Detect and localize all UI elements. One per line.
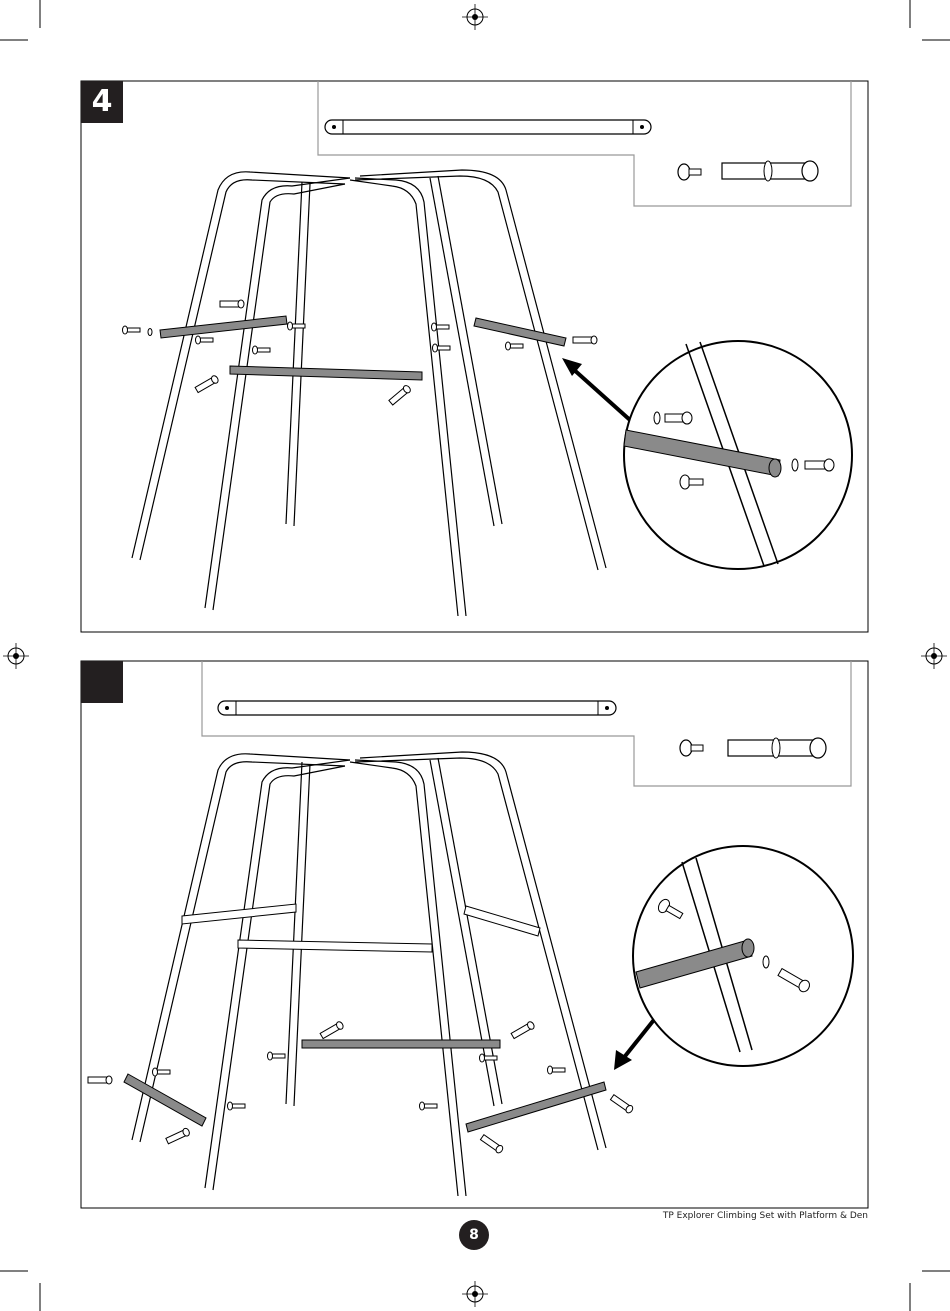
registration-mark-top: [462, 4, 488, 30]
a-frame-step5: [132, 752, 606, 1196]
arrow-step4: [562, 358, 630, 420]
crossbar-part-2: [218, 701, 616, 715]
page-number: 8: [459, 1220, 489, 1250]
crossbars-step5: [124, 1040, 606, 1132]
step-number-badge-2: [81, 661, 123, 703]
registration-mark-right: [921, 643, 947, 669]
hardware-parts-2: [680, 738, 826, 758]
arrow-step5: [614, 1016, 657, 1070]
footer-product-name: TP Explorer Climbing Set with Platform & Den: [662, 1211, 868, 1221]
registration-mark-bottom: [462, 1281, 488, 1307]
crossbar-part: [325, 120, 651, 134]
a-frame-step4: [132, 170, 606, 616]
zoom-detail-step4: [624, 341, 852, 569]
registration-mark-left: [3, 643, 29, 669]
step-5-panel: [81, 661, 868, 1208]
zoom-detail-step5: [633, 846, 853, 1066]
installed-bars-step5: [182, 904, 540, 952]
step-number-badge: 4: [81, 81, 123, 123]
fasteners-step4: [123, 300, 598, 406]
step-4-panel: [81, 81, 868, 632]
hardware-parts: [678, 161, 818, 181]
crossbars-step4: [160, 316, 566, 380]
